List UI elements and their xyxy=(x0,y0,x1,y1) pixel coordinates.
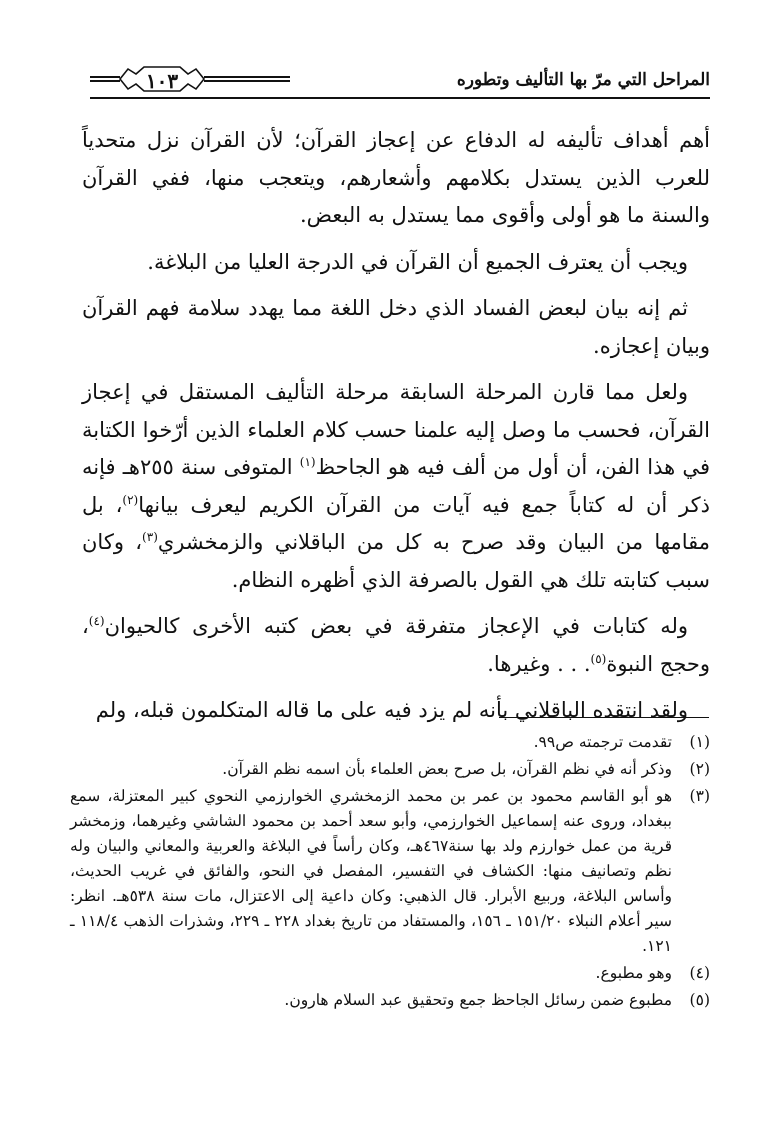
footnote-item xyxy=(70,961,710,986)
paragraph: ثم إنه بيان لبعض الفساد الذي دخل اللغة مما يهدد سلامة فهم القرآن وبيان إعجازه. xyxy=(82,296,710,358)
footnote-text: هو أبو القاسم محمود بن عمر بن محمد الزمخشري الخوارزمي النحوي كبير المعتزلة، سمع ببغداد، وروى عنه إسماعيل الخوارزمي، وأبو سعد أحمد بن محمود الشاشي وغيرهما، وزمخشر قرية من عمل خوارزم ولد بها سنة٤٦٧هـ، وكان رأساً في البلاغة والعربية والمعاني والبيان وله نظم وتصانيف منها: الكشاف في التفسير، المفصل في النحو، والفائق في غريب الحديث، وأساس البلاغة، وربيع الأبرار. قال الذهبي: وكان داعية إلى الاعتزال، مات سنة ٥٣٨هـ. انظر: سير أعلام النبلاء ١٥١/٢٠ ـ ١٥٦، والمستفاد من تاريخ بغداد ٢٢٨ ـ ٢٢٩، وشذرات الذهب ١١٨/٤ ـ ١٢١. xyxy=(70,787,673,955)
footnote-ref[interactable]: (٢) xyxy=(122,492,139,507)
text-run: ، بل مقامها من البيان وقد صرح به كل من الباقلاني والزمخشري xyxy=(82,492,710,554)
footnote-text: تقدمت ترجمته ص٩٩. xyxy=(533,733,672,751)
paragraph xyxy=(82,374,710,599)
page-number: ١٠٣ xyxy=(145,69,179,93)
header-rule xyxy=(90,97,710,99)
paragraph: أهم أهداف تأليفه له الدفاع عن إعجاز القرآن؛ لأن القرآن نزل متحدياً للعرب الذين يستدل بكلامهم وأشعارهم، ويتعجب منها، ففي القرآن والسنة ما هو أولى وأقوى مما يستدل به البعض. xyxy=(82,128,710,227)
text-run: ولعل مما قارن المرحلة السابقة مرحلة التأليف المستقل في إعجاز القرآن، فحسب ما وصل إليه علمنا حسب كلام العلماء الذين أرّخوا الكتابة في هذا الفن، أن أول من ألف فيه هو الجاحظ xyxy=(82,380,710,479)
text-run: ، وكان سبب كتابته تلك هي القول بالصرفة الذي أظهره النظام. xyxy=(82,530,710,592)
text-run: ، وحجج النبوة xyxy=(82,614,710,676)
footnote-number: (٥) xyxy=(689,991,710,1009)
footnote-ref[interactable]: (١) xyxy=(299,455,316,469)
footnote-text: وذكر أنه في نظم القرآن، بل صرح بعض العلماء بأن اسمه نظم القرآن. xyxy=(222,760,672,778)
text-run: المتوفى سنة ٢٥٥هـ فإنه ذكر أن له كتاباً جمع فيه آيات من القرآن الكريم ليعرف بيانها xyxy=(82,455,710,517)
footnote-number: (٢) xyxy=(689,760,710,778)
page-header xyxy=(90,60,710,100)
paragraph xyxy=(82,608,710,683)
footnote-number: (٣) xyxy=(689,787,710,805)
footnote-number: (٤) xyxy=(689,964,710,982)
footnote-item xyxy=(70,988,710,1013)
footnote-text: وهو مطبوع. xyxy=(595,964,672,982)
footnote-item xyxy=(70,730,710,755)
footnote-separator xyxy=(499,717,709,718)
text-run: وله كتابات في الإعجاز متفرقة في بعض كتبه الأخرى كالحيوان xyxy=(104,614,688,638)
footnotes xyxy=(70,730,710,1015)
footnote-item xyxy=(70,757,710,782)
main-text xyxy=(82,122,710,739)
paragraph: ولقد انتقده الباقلاني بأنه لم يزد فيه على ما قاله المتكلمون قبله، ولم xyxy=(95,698,688,722)
page-number-ornament xyxy=(90,66,290,96)
footnote-text: مطبوع ضمن رسائل الجاحظ جمع وتحقيق عبد السلام هارون. xyxy=(284,991,672,1009)
paragraph: ويجب أن يعترف الجميع أن القرآن في الدرجة العليا من البلاغة. xyxy=(147,249,688,274)
footnote-ref[interactable]: (٣) xyxy=(142,530,158,544)
running-title: المراحل التي مرّ بها التأليف وتطوره xyxy=(456,70,710,90)
footnote-item xyxy=(70,784,710,959)
footnote-number: (١) xyxy=(689,733,710,751)
text-run: . . . وغيرها. xyxy=(487,651,591,676)
footnote-ref[interactable]: (٥) xyxy=(590,651,607,666)
footnote-ref[interactable]: (٤) xyxy=(88,614,105,628)
